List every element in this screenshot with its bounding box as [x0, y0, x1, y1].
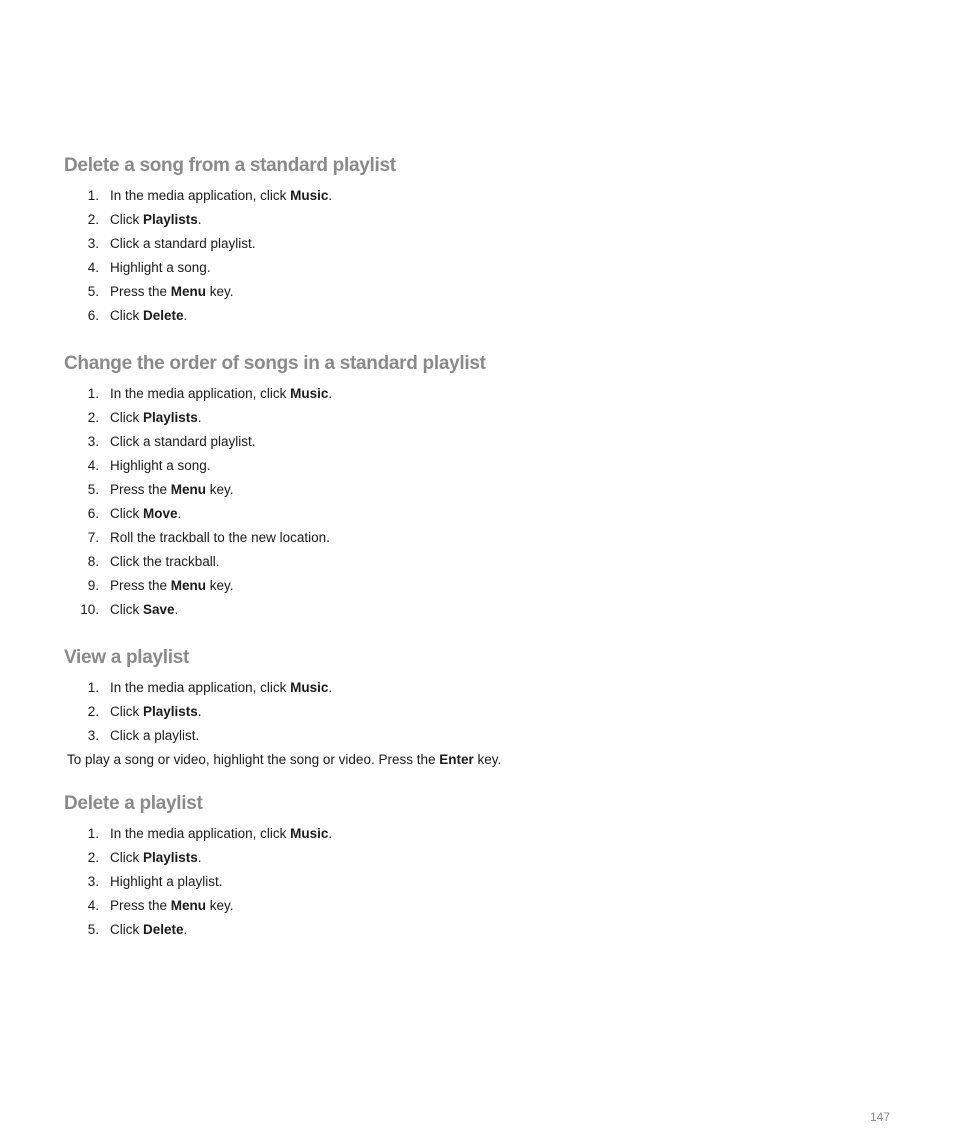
step-item [64, 502, 884, 526]
step-text [110, 724, 199, 748]
step-text [110, 870, 223, 894]
step-number: 2. [87, 850, 99, 865]
step-text [110, 822, 332, 846]
step-number: 3. [87, 236, 99, 251]
note-text-end: key. [473, 752, 502, 767]
step-number: 5. [87, 482, 99, 497]
step-ui-term: Menu [170, 898, 207, 913]
step-text-start: Click a standard playlist. [110, 434, 256, 449]
step-text-end: key. [206, 284, 234, 299]
step-item [64, 478, 884, 502]
step-number: 2. [87, 704, 99, 719]
step-ui-term: Delete [143, 922, 184, 937]
step-item [64, 598, 884, 622]
step-ui-term: Menu [170, 578, 207, 593]
step-text [110, 256, 211, 280]
page-number: 147 [869, 1110, 890, 1124]
step-list [64, 184, 884, 328]
step-number: 1. [87, 826, 99, 841]
step-text-start: In the media application, click [110, 188, 291, 203]
step-number: 6. [87, 506, 99, 521]
section-change-order [64, 352, 884, 622]
section-view-playlist [64, 646, 884, 748]
step-text-start: In the media application, click [110, 826, 291, 841]
step-number: 2. [87, 212, 99, 227]
step-item [64, 208, 884, 232]
step-number: 3. [87, 728, 99, 743]
step-item [64, 574, 884, 598]
step-text-start: Click [110, 410, 143, 425]
step-text [110, 526, 330, 550]
step-number: 4. [87, 898, 99, 913]
step-text-end: . [197, 704, 202, 719]
step-text-start: Click [110, 212, 143, 227]
step-text [110, 454, 211, 478]
step-ui-term: Playlists [143, 704, 198, 719]
step-text-end: . [328, 680, 333, 695]
step-text [110, 502, 181, 526]
step-ui-term: Save [143, 602, 175, 617]
note-text: To play a song or video, highlight the song or video. Press the [67, 752, 440, 767]
step-text [110, 406, 202, 430]
step-number: 1. [87, 386, 99, 401]
note-key: Enter [439, 752, 474, 767]
step-text-start: Press the [110, 284, 171, 299]
section-delete-song [64, 154, 884, 328]
step-item [64, 676, 884, 700]
step-text [110, 184, 332, 208]
step-text [110, 304, 187, 328]
step-text [110, 208, 202, 232]
section-heading: Delete a song from a standard playlist [64, 155, 396, 176]
step-text-end: . [197, 850, 202, 865]
step-text-start: Click the trackball. [110, 554, 220, 569]
step-list [64, 822, 884, 942]
section-delete-playlist [64, 792, 884, 942]
step-ui-term: Move [143, 506, 178, 521]
step-item [64, 870, 884, 894]
step-list [64, 676, 884, 748]
step-text [110, 232, 256, 256]
step-text-start: In the media application, click [110, 680, 291, 695]
step-number: 3. [87, 874, 99, 889]
step-number: 5. [87, 284, 99, 299]
step-number: 7. [87, 530, 99, 545]
step-text-end: . [328, 188, 333, 203]
step-text-start: Click a standard playlist. [110, 236, 256, 251]
step-text-end: . [197, 212, 202, 227]
step-text [110, 676, 332, 700]
step-number: 8. [87, 554, 99, 569]
step-text [110, 430, 256, 454]
step-item [64, 280, 884, 304]
step-ui-term: Music [290, 826, 329, 841]
step-number: 3. [87, 434, 99, 449]
step-number: 2. [87, 410, 99, 425]
step-item [64, 232, 884, 256]
step-text-end: . [197, 410, 202, 425]
step-text-end: key. [206, 898, 234, 913]
step-ui-term: Music [290, 386, 329, 401]
step-text-end: . [328, 826, 333, 841]
step-text-end: . [183, 308, 188, 323]
step-ui-term: Music [290, 188, 329, 203]
step-item [64, 550, 884, 574]
step-item [64, 894, 884, 918]
step-ui-term: Playlists [143, 410, 198, 425]
step-ui-term: Menu [170, 284, 207, 299]
step-number: 5. [87, 922, 99, 937]
step-item [64, 256, 884, 280]
step-text-start: In the media application, click [110, 386, 291, 401]
step-number: 1. [87, 680, 99, 695]
step-text-end: . [183, 922, 188, 937]
step-text-end: . [177, 506, 182, 521]
step-text-end: . [174, 602, 179, 617]
step-number: 9. [87, 578, 99, 593]
step-list [64, 382, 884, 622]
step-number: 4. [87, 260, 99, 275]
step-ui-term: Menu [170, 482, 207, 497]
section-heading: Delete a playlist [64, 793, 203, 814]
step-text [110, 550, 220, 574]
step-text-start: Highlight a playlist. [110, 874, 223, 889]
step-item [64, 454, 884, 478]
step-text [110, 918, 187, 942]
step-text-start: Click [110, 704, 143, 719]
section-heading: Change the order of songs in a standard playlist [64, 353, 486, 374]
step-item [64, 724, 884, 748]
step-item [64, 918, 884, 942]
step-item [64, 700, 884, 724]
step-ui-term: Music [290, 680, 329, 695]
step-text [110, 280, 234, 304]
step-text [110, 574, 234, 598]
step-text-end: key. [206, 578, 234, 593]
step-item [64, 184, 884, 208]
step-text-start: Press the [110, 578, 171, 593]
step-item [64, 822, 884, 846]
step-item [64, 430, 884, 454]
step-number: 10. [80, 602, 99, 617]
step-text-start: Click [110, 850, 143, 865]
step-item [64, 304, 884, 328]
step-text-start: Click [110, 922, 143, 937]
step-item [64, 526, 884, 550]
step-text-start: Click [110, 602, 143, 617]
step-text-start: Highlight a song. [110, 458, 211, 473]
step-text-start: Click [110, 308, 143, 323]
step-text-end: . [328, 386, 333, 401]
step-text-start: Press the [110, 482, 171, 497]
step-text [110, 894, 234, 918]
step-text [110, 382, 332, 406]
step-ui-term: Delete [143, 308, 184, 323]
step-text-end: key. [206, 482, 234, 497]
step-number: 1. [87, 188, 99, 203]
section-heading: View a playlist [64, 647, 190, 668]
step-text-start: Press the [110, 898, 171, 913]
step-text [110, 846, 202, 870]
step-text-start: Roll the trackball to the new location. [110, 530, 330, 545]
step-number: 4. [87, 458, 99, 473]
step-item [64, 382, 884, 406]
step-text [110, 700, 202, 724]
step-number: 6. [87, 308, 99, 323]
step-item [64, 406, 884, 430]
step-text-start: Click [110, 506, 143, 521]
step-text-start: Click a playlist. [110, 728, 200, 743]
step-text [110, 478, 234, 502]
step-text-start: Highlight a song. [110, 260, 211, 275]
step-ui-term: Playlists [143, 212, 198, 227]
step-ui-term: Playlists [143, 850, 198, 865]
step-item [64, 846, 884, 870]
playback-note [67, 748, 501, 772]
step-text [110, 598, 178, 622]
